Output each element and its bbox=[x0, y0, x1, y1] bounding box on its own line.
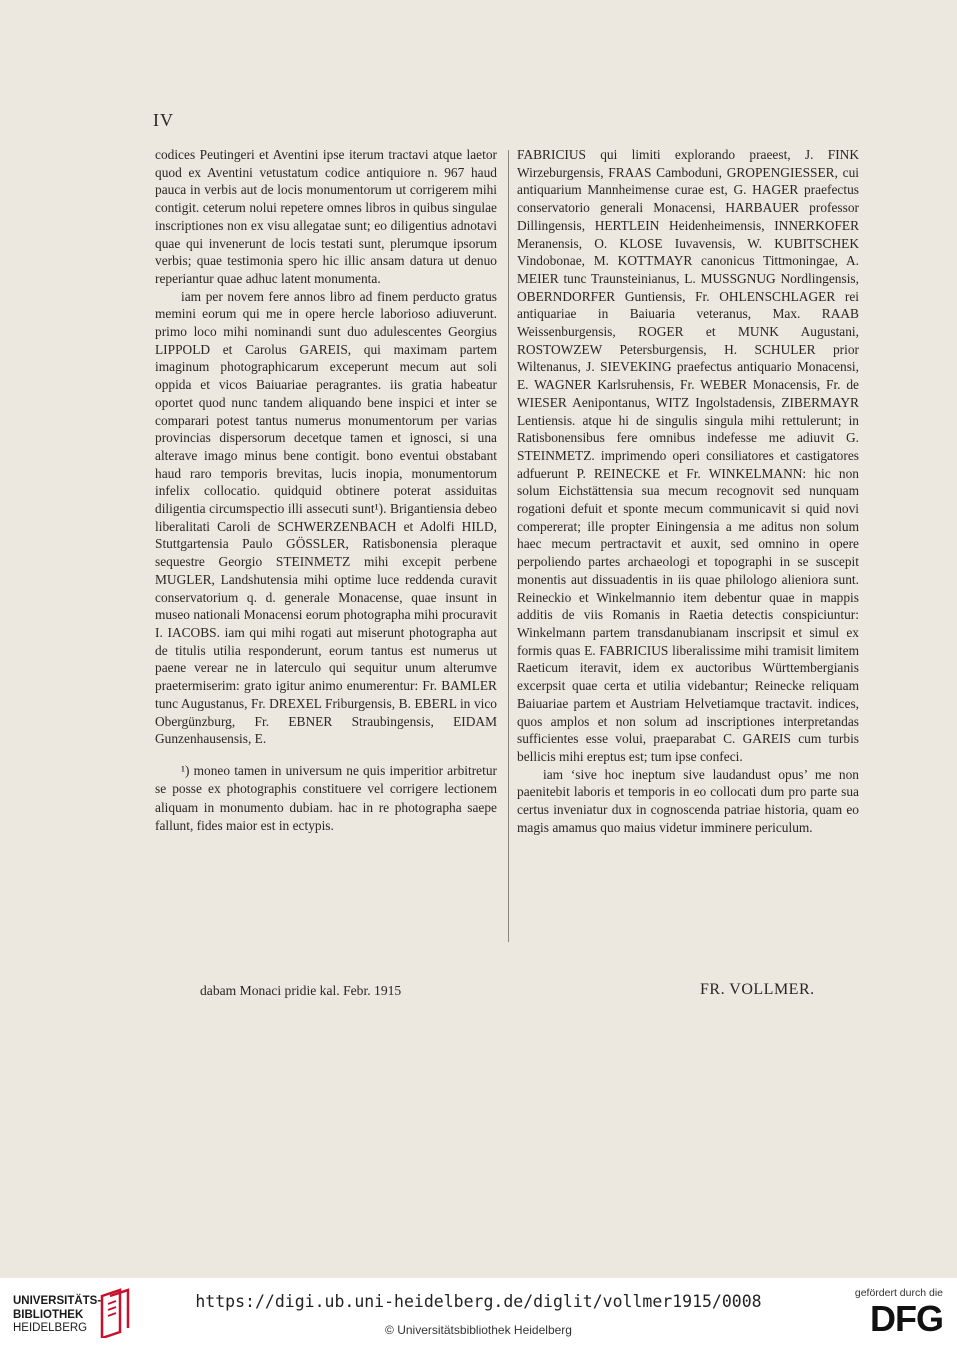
copyright-notice: © Universitätsbibliothek Heidelberg bbox=[385, 1323, 572, 1337]
permalink-url[interactable]: https://digi.ub.uni-heidelberg.de/diglit/vollmer1915/0008 bbox=[195, 1292, 762, 1311]
right-column bbox=[517, 146, 859, 836]
funding-label: gefördert durch die bbox=[854, 1287, 943, 1299]
logo-text: BIBLIOTHEK bbox=[13, 1308, 84, 1321]
footnote: ¹) moneo tamen in universum ne quis imperitior arbitretur se posse ex photographis constituere vel corrigere lectionem aliquam in monumento dubiam. hac in re photographa saepe fallunt, fides maior est in ectypis. bbox=[155, 762, 497, 834]
viewer-footer bbox=[0, 1278, 957, 1347]
logo-text: UNIVERSITÄTS- bbox=[13, 1295, 102, 1307]
paragraph: iam ‘sive hoc ineptum sive laudandust opus’ me non paenitebit laboris et temporis in eo collocati dum pro parte sua certus inveniatur dux in cognoscenda patriae historia, quam eo magis amamus quo maius videtur imminere periculum. bbox=[517, 766, 859, 835]
paragraph: iam per novem fere annos libro ad finem perducto gratus memini eorum qui me in opere hercle laborioso adiuverunt. primo loco mihi nominandi sunt duo adulescentes Georgius LIPPOLD et Carolus GAREIS, qui maximam partem imaginum photographicarum exceperunt mecum aut soli oppida et vicos Baiuariae peragrantes. iis gratia habeatur oportet quod nunc tandem aliquando bene inspici et inter se comparari potest tantus numerus monumentorum per varias provincias dispersorum decetque tamen et ignosci, si una alterave imago minus bene contigit. bono eventui obstabant haud raro temporis brevitas, lucis inopia, monumentorum infelix collocatio. quidquid obtinere poterat assiduitas diligentia circumspectio illi assecuti sunt¹). Brigantiensia debeo liberalitati Caroli de SCHWERZENBACH et Adolfi HILD, Stuttgartensia Paulo GÖSSLER, Ratisbonensia pleraque sequestre Georgio STEINMETZ mihi excepit perbene MUGLER, Landshutensia mihi optime luce reddenda curavit conservatorium q. d. generale Monacense, quae insunt in museo nationali Monacensi eorum photographa mihi procuravit I. IACOBS. iam qui mihi rogati aut miserunt photographa aut de titulis utilia responderunt, eorum tantus est numerus ut paene verear ne in laterculo qui sequitur unum alterumve praetermiserim: grato igitur animo enumerentur: Fr. BAMLER tunc Augustanus, Fr. DREXEL Friburgensis, B. EBERL in vico Obergünzburg, Fr. EBNER Straubingensis, EIDAM Gunzenhausensis, E. bbox=[155, 288, 497, 747]
dateline: dabam Monaci pridie kal. Febr. 1915 bbox=[200, 983, 402, 998]
dfg-logo[interactable]: DFG bbox=[870, 1298, 943, 1339]
page-number: IV bbox=[153, 110, 174, 130]
paragraph: FABRICIUS qui limiti explorando praeest, J. FINK Wirzeburgensis, FRAAS Camboduni, GROPENGIESSER, cui antiquarium Mannheimense curae est, G. HAGER praefectus conservatorio generali Monacensi, HARBAUER professor Dillingensis, HERTLEIN Heidenheimensis, INNERKOFER Meranensis, O. KLOSE Iuvavensis, W. KUBITSCHEK Vindobonae, M. KOTTMAYR canonicus Tittmoningae, A. MEIER tunc Traunsteinianus, L. MUSSGNUG Nordlingensis, OBERNDORFER Guntiensis, Fr. OHLENSCHLAGER rei antiquariae in Baiuaria veteranus, Max. RAAB Weissenburgensis, ROGER et MUNK Augustani, ROSTOWZEW Petersburgensis, H. SCHULER prior Wiltenanus, J. SIEVEKING praefectus antiquario Monacensi, E. WAGNER Karlsruhensis, Fr. WEBER Monacensis, Fr. de WIESER Aenipontanus, WITZ Ingolstadensis, ZIBERMAYR Lentiensis. atque hi de singulis singula mihi rettulerunt; in Ratisbonensibus fere omnibus indefesse me adiuvit G. STEINMETZ. imprimendo operi consiliatores et castigatores adfuerunt P. REINECKE et Fr. WINKELMANN: hic non solum Eichstättensia sua mecum recognovit sed nunquam rogationi defuit et sponte mecum communicavit si quid novi compererat; ille propter Einingensia a me aditus non solum haec mecum pertractavit et auxit, sed omnino in opere perpoliendo partes archaeologi et topographi in se suscepit monentis aut dissuadentis in iis quae philologo alieniora sunt. Reineckio et Winkelmannio item debentur quae in mappis additis de viis Romanis in Raetia detectis conspiciuntur: Winkelmann partem transdanubianam inscripsit et simul ex formis quas E. FABRICIUS liberalissime mihi tramisit limitem Raeticum iteravit, idem ex auctoribus Württembergianis excerpsit quae certa et utilia videbantur; Reinecke reliquam Baiuariae partem et Austriam Helvetiamque tractavit. indices, quos amplos et non solum ad inscriptiones interpretandas sufficientes esse volui, praeparabat C. GAREIS cum turbis bellicis mihi ereptus est; tum ipse confeci. bbox=[517, 147, 859, 764]
logo-text: HEIDELBERG bbox=[13, 1322, 88, 1334]
column-divider bbox=[508, 150, 509, 942]
left-column bbox=[155, 146, 497, 836]
paragraph: codices Peutingeri et Aventini ipse iterum tractavi atque laetor quod ex Aventini vetustatum codice antiquiore n. 967 haud pauca in verbis aut de locis monumentorum ut corrigerem mihi contigit. ceterum nolui repetere omnes libros in quibus singulae inscriptiones non ex visu allegatae sunt; eo diligentius adnotavi quae qui invenerunt de locis testati sunt, plerumque ipsorum verbis; quae testimonia spero hic illic ansam datura ut denuo reperiantur quae adhuc latent monumenta. bbox=[155, 147, 497, 286]
author-signature: FR. VOLLMER. bbox=[700, 981, 815, 998]
